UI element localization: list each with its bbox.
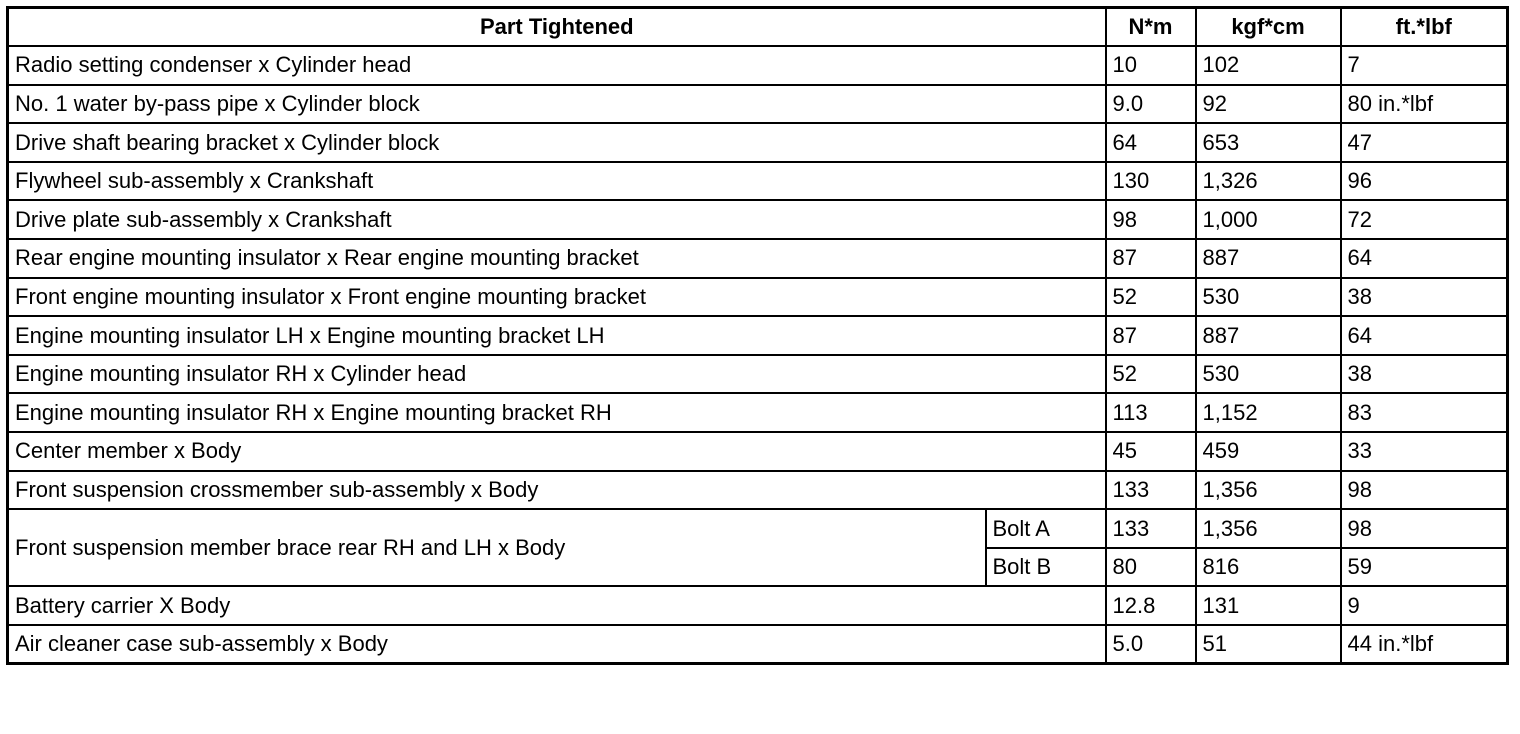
kgfcm-cell: 530: [1196, 355, 1341, 394]
bolt-label-cell: Bolt A: [986, 509, 1106, 548]
ftlbf-cell: 59: [1341, 548, 1508, 587]
nm-cell: 12.8: [1106, 586, 1196, 625]
part-cell: Front engine mounting insulator x Front engine mounting bracket: [8, 278, 1106, 317]
header-row: [8, 8, 1508, 47]
nm-cell: 45: [1106, 432, 1196, 471]
header-ftlbf: ft.*lbf: [1341, 8, 1508, 47]
part-cell: Drive plate sub-assembly x Crankshaft: [8, 200, 1106, 239]
part-cell: Engine mounting insulator RH x Engine mounting bracket RH: [8, 393, 1106, 432]
table-row: [8, 393, 1508, 432]
bolt-label-cell: Bolt B: [986, 548, 1106, 587]
nm-cell: 52: [1106, 355, 1196, 394]
nm-cell: 113: [1106, 393, 1196, 432]
table-row: [8, 46, 1508, 85]
ftlbf-cell: 64: [1341, 239, 1508, 278]
nm-cell: 133: [1106, 471, 1196, 510]
nm-cell: 130: [1106, 162, 1196, 201]
nm-cell: 98: [1106, 200, 1196, 239]
kgfcm-cell: 459: [1196, 432, 1341, 471]
table-row: [8, 355, 1508, 394]
table-row: [8, 278, 1508, 317]
part-cell: Front suspension crossmember sub-assembly x Body: [8, 471, 1106, 510]
kgfcm-cell: 653: [1196, 123, 1341, 162]
table-row: [8, 200, 1508, 239]
ftlbf-cell: 9: [1341, 586, 1508, 625]
table-row: [8, 162, 1508, 201]
ftlbf-cell: 98: [1341, 471, 1508, 510]
nm-cell: 133: [1106, 509, 1196, 548]
torque-spec-table-container: [6, 6, 1509, 665]
table-row: [8, 123, 1508, 162]
ftlbf-cell: 80 in.*lbf: [1341, 85, 1508, 124]
kgfcm-cell: 131: [1196, 586, 1341, 625]
part-cell: Radio setting condenser x Cylinder head: [8, 46, 1106, 85]
kgfcm-cell: 1,356: [1196, 509, 1341, 548]
nm-cell: 10: [1106, 46, 1196, 85]
nm-cell: 64: [1106, 123, 1196, 162]
kgfcm-cell: 92: [1196, 85, 1341, 124]
ftlbf-cell: 96: [1341, 162, 1508, 201]
kgfcm-cell: 1,000: [1196, 200, 1341, 239]
header-nm: N*m: [1106, 8, 1196, 47]
kgfcm-cell: 51: [1196, 625, 1341, 664]
ftlbf-cell: 64: [1341, 316, 1508, 355]
part-cell: Center member x Body: [8, 432, 1106, 471]
torque-spec-table: [6, 6, 1509, 665]
ftlbf-cell: 33: [1341, 432, 1508, 471]
nm-cell: 5.0: [1106, 625, 1196, 664]
table-row: [8, 85, 1508, 124]
part-cell: Air cleaner case sub-assembly x Body: [8, 625, 1106, 664]
nm-cell: 87: [1106, 239, 1196, 278]
nm-cell: 9.0: [1106, 85, 1196, 124]
table-row: [8, 432, 1508, 471]
table-row: [8, 471, 1508, 510]
part-cell: No. 1 water by-pass pipe x Cylinder block: [8, 85, 1106, 124]
part-cell: Rear engine mounting insulator x Rear engine mounting bracket: [8, 239, 1106, 278]
kgfcm-cell: 1,152: [1196, 393, 1341, 432]
header-kgfcm: kgf*cm: [1196, 8, 1341, 47]
table-row: [8, 625, 1508, 664]
part-cell: Battery carrier X Body: [8, 586, 1106, 625]
ftlbf-cell: 38: [1341, 278, 1508, 317]
header-part-tightened: Part Tightened: [8, 8, 1106, 47]
table-row: [8, 586, 1508, 625]
ftlbf-cell: 44 in.*lbf: [1341, 625, 1508, 664]
kgfcm-cell: 887: [1196, 316, 1341, 355]
part-cell: Flywheel sub-assembly x Crankshaft: [8, 162, 1106, 201]
kgfcm-cell: 1,356: [1196, 471, 1341, 510]
table-row: [8, 239, 1508, 278]
kgfcm-cell: 1,326: [1196, 162, 1341, 201]
kgfcm-cell: 887: [1196, 239, 1341, 278]
part-cell: Drive shaft bearing bracket x Cylinder block: [8, 123, 1106, 162]
nm-cell: 87: [1106, 316, 1196, 355]
part-cell: Engine mounting insulator RH x Cylinder head: [8, 355, 1106, 394]
brace-part-cell: Front suspension member brace rear RH and LH x Body: [8, 509, 986, 586]
nm-cell: 80: [1106, 548, 1196, 587]
ftlbf-cell: 98: [1341, 509, 1508, 548]
ftlbf-cell: 83: [1341, 393, 1508, 432]
ftlbf-cell: 7: [1341, 46, 1508, 85]
part-cell: Engine mounting insulator LH x Engine mounting bracket LH: [8, 316, 1106, 355]
kgfcm-cell: 102: [1196, 46, 1341, 85]
nm-cell: 52: [1106, 278, 1196, 317]
ftlbf-cell: 38: [1341, 355, 1508, 394]
table-row-brace-bolt-a: [8, 509, 1508, 548]
table-row: [8, 316, 1508, 355]
kgfcm-cell: 530: [1196, 278, 1341, 317]
kgfcm-cell: 816: [1196, 548, 1341, 587]
ftlbf-cell: 72: [1341, 200, 1508, 239]
ftlbf-cell: 47: [1341, 123, 1508, 162]
